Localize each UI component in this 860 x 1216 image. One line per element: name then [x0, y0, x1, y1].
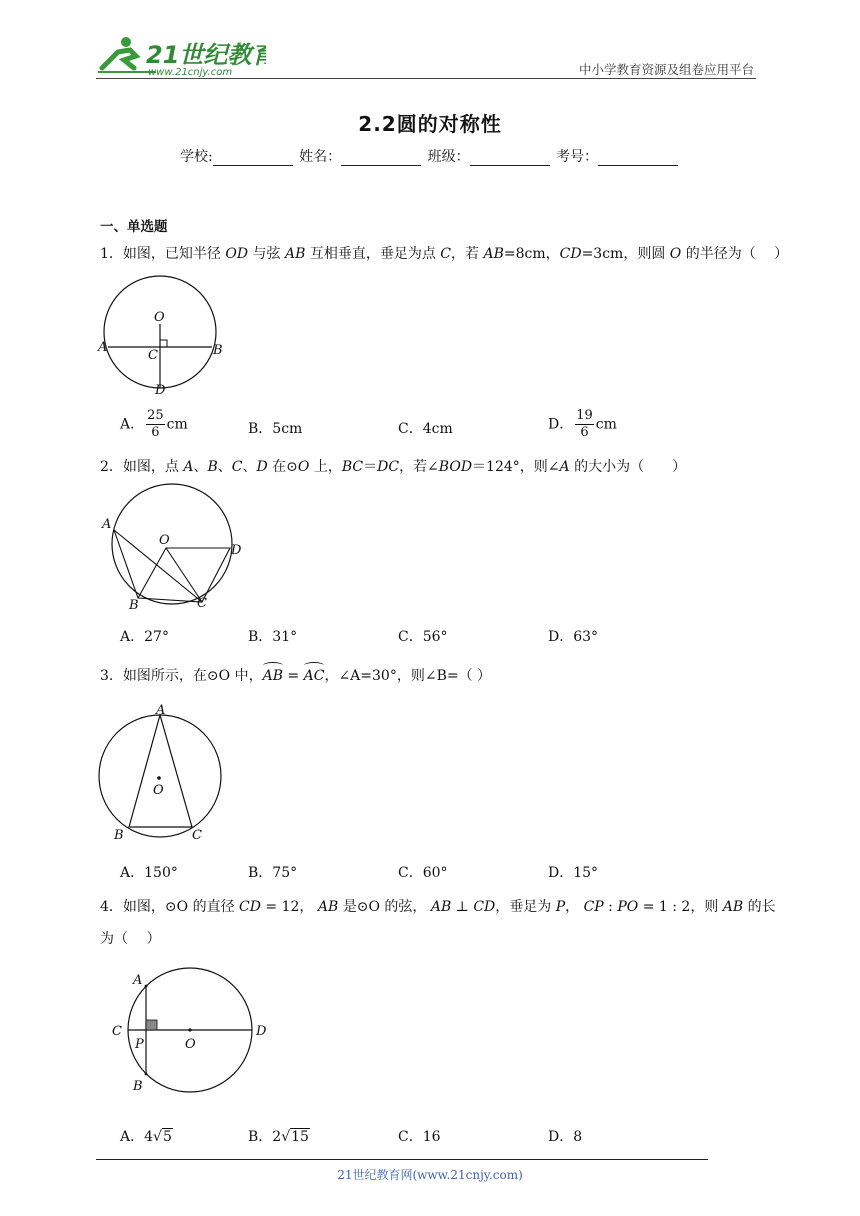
number-blank[interactable] [598, 151, 678, 166]
question-4-stem: 4．如图，⊙O 的直径 CD = 12， AB 是⊙O 的弦， AB ⊥ CD，垂足为 P， CP : PO = 1 : 2，则 AB 的长 [100, 899, 776, 915]
q4-option-c[interactable]: C．16 [398, 1129, 441, 1145]
question-1-figure [96, 268, 226, 398]
question-3-figure [96, 700, 226, 846]
q4-label-a: A [133, 973, 143, 988]
q1-option-c[interactable]: C．4cm [398, 421, 453, 437]
q3-label-a: A [156, 703, 166, 718]
q1-label-b: B [213, 343, 223, 358]
name-label: 姓名： [299, 149, 342, 165]
q4-label-p: P [135, 1037, 144, 1052]
q2-label-o: O [159, 533, 170, 548]
header-platform-text: 中小学教育资源及组卷应用平台 [578, 62, 754, 77]
q2-label-d: D [231, 543, 242, 558]
q1-label-d: D [155, 383, 166, 398]
q3-option-a[interactable]: A．150° [120, 865, 178, 881]
question-2-stem: 2．如图，点 A、B、C、D 在⊙O 上，BC＝DC，若∠BOD＝124°，则∠A 的大小为（ ） [100, 459, 687, 475]
question-3-stem: 3．如图所示，在⊙O 中，AB = AC ，∠A=30°，则∠B=（ ） [100, 665, 491, 685]
q1-label-c: C [148, 348, 158, 363]
section-heading: 一、单选题 [100, 219, 168, 235]
q2-option-a[interactable]: A．27° [120, 629, 169, 645]
header-divider [96, 78, 756, 79]
q2-label-b: B [129, 598, 139, 613]
q2-label-a: A [102, 517, 112, 532]
question-2-figure [96, 482, 256, 614]
school-blank[interactable] [213, 151, 293, 166]
q4-label-c: C [112, 1024, 122, 1039]
school-label: 学校: [179, 149, 213, 165]
q3-option-b[interactable]: B．75° [248, 865, 298, 881]
q4-label-o: O [185, 1037, 196, 1052]
student-info-line [0, 146, 860, 166]
number-label: 考号： [556, 149, 599, 165]
question-4-figure [106, 962, 276, 1098]
logo [96, 34, 266, 78]
logo-url: www.21cnjy.com [148, 67, 233, 78]
logo-text: 21世纪教育 [146, 41, 266, 69]
q1-option-a[interactable]: A． $\frac{25}{6}$ cm [120, 408, 188, 440]
q4-label-d: D [256, 1024, 267, 1039]
question-4-stem-line2: 为（ ） [100, 931, 161, 947]
q3-label-o: O [153, 783, 164, 798]
q3-option-c[interactable]: C．60° [398, 865, 448, 881]
q1-option-b[interactable]: B．5cm [248, 421, 303, 437]
footer-link[interactable]: 21世纪教育网(www.21cnjy.com) [337, 1168, 523, 1182]
q3-label-c: C [192, 828, 202, 843]
q1-label-o: O [154, 310, 165, 325]
q1-option-d[interactable]: D． $\frac{19}{6}$ cm [548, 408, 617, 440]
q2-option-d[interactable]: D．63° [548, 629, 599, 645]
class-label: 班级： [427, 149, 470, 165]
q3-label-b: B [114, 828, 124, 843]
page-title: 2.2圆的对称性 [358, 112, 502, 136]
q4-option-b[interactable]: B．2√15 [248, 1129, 309, 1145]
question-1-stem: 1．如图，已知半径 OD 与弦 AB 互相垂直，垂足为点 C，若 AB=8cm，CD=3cm，则圆 O 的半径为（ ） [100, 246, 789, 262]
q2-option-c[interactable]: C．56° [398, 629, 448, 645]
footer-divider [96, 1159, 708, 1160]
class-blank[interactable] [470, 151, 550, 166]
name-blank[interactable] [341, 151, 421, 166]
q4-option-a[interactable]: A．4√5 [120, 1129, 172, 1145]
q4-label-b: B [133, 1079, 143, 1094]
q4-option-d[interactable]: D．8 [548, 1129, 583, 1145]
q2-option-b[interactable]: B．31° [248, 629, 298, 645]
q3-option-d[interactable]: D．15° [548, 865, 599, 881]
q1-label-a: A [98, 340, 108, 355]
q2-label-c: C [197, 596, 207, 611]
